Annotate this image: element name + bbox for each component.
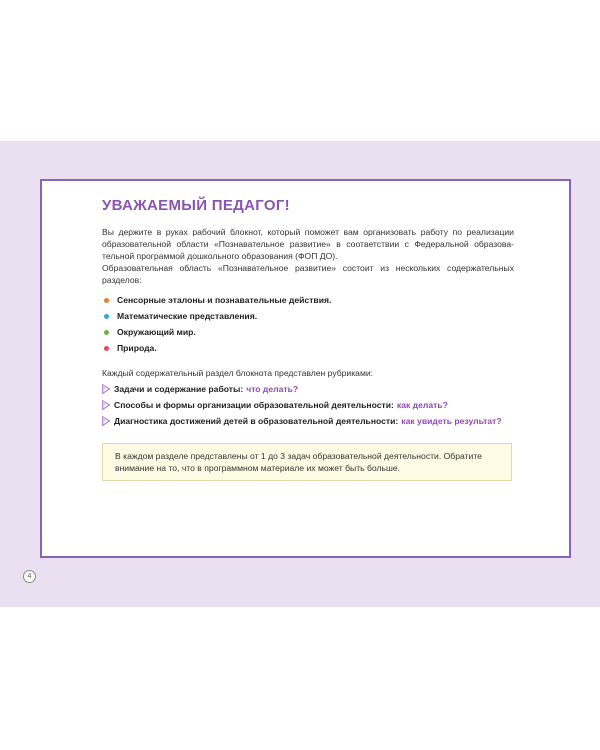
section-item — [102, 292, 514, 308]
note-box: В каждом разделе представлены от 1 до 3 задач образовательной деятельности. Обратите внимание на то, что в программном материале их может быть больше. — [102, 443, 512, 481]
rubric-intro: Каждый содержательный раздел блокнота представлен рубриками: — [102, 368, 374, 378]
rubrics-list — [102, 381, 514, 429]
content-card — [40, 179, 571, 558]
section-label: Окружающий мир. — [117, 327, 196, 337]
page-title: УВАЖАЕМЫЙ ПЕДАГОГ! — [102, 197, 290, 214]
arrow-marker-icon — [102, 384, 110, 394]
intro-paragraph: Образовательная область «Познавательное развитие» состоит из нескольких содержательных разделов: — [102, 263, 514, 285]
section-item — [102, 324, 514, 340]
rubric-label: Задачи и содержание работы: — [114, 384, 244, 394]
intro-text — [102, 226, 514, 286]
section-label: Математические представления. — [117, 311, 258, 321]
section-label: Сенсорные эталоны и познавательные действия. — [117, 295, 332, 305]
arrow-marker-icon — [102, 400, 110, 410]
bullet-dot-icon — [104, 298, 109, 303]
section-item — [102, 308, 514, 324]
rubric-question: как увидеть результат? — [401, 416, 502, 426]
arrow-marker-icon — [102, 416, 110, 426]
rubric-question: как делать? — [396, 400, 448, 410]
intro-paragraph: Вы держите в руках рабочий блокнот, который поможет вам организовать работу по реализации образовательной области «Познавательное развитие» в соответствии с Федеральной образова-тельной программой дошкольного образования (ФОП ДО). — [102, 227, 514, 261]
content-area — [102, 197, 514, 481]
rubric-item — [102, 413, 514, 429]
section-item — [102, 340, 514, 356]
bullet-dot-icon — [104, 346, 109, 351]
rubric-item — [102, 397, 514, 413]
rubric-question: что делать? — [246, 384, 299, 394]
rubric-label: Способы и формы организации образовательной деятельности: — [114, 400, 394, 410]
rubric-label: Диагностика достижений детей в образовательной деятельности: — [114, 416, 399, 426]
bullet-dot-icon — [104, 330, 109, 335]
bullet-dot-icon — [104, 314, 109, 319]
sections-list — [102, 292, 514, 356]
page-number: 4 — [23, 570, 36, 583]
section-label: Природа. — [117, 343, 157, 353]
rubric-item — [102, 381, 514, 397]
